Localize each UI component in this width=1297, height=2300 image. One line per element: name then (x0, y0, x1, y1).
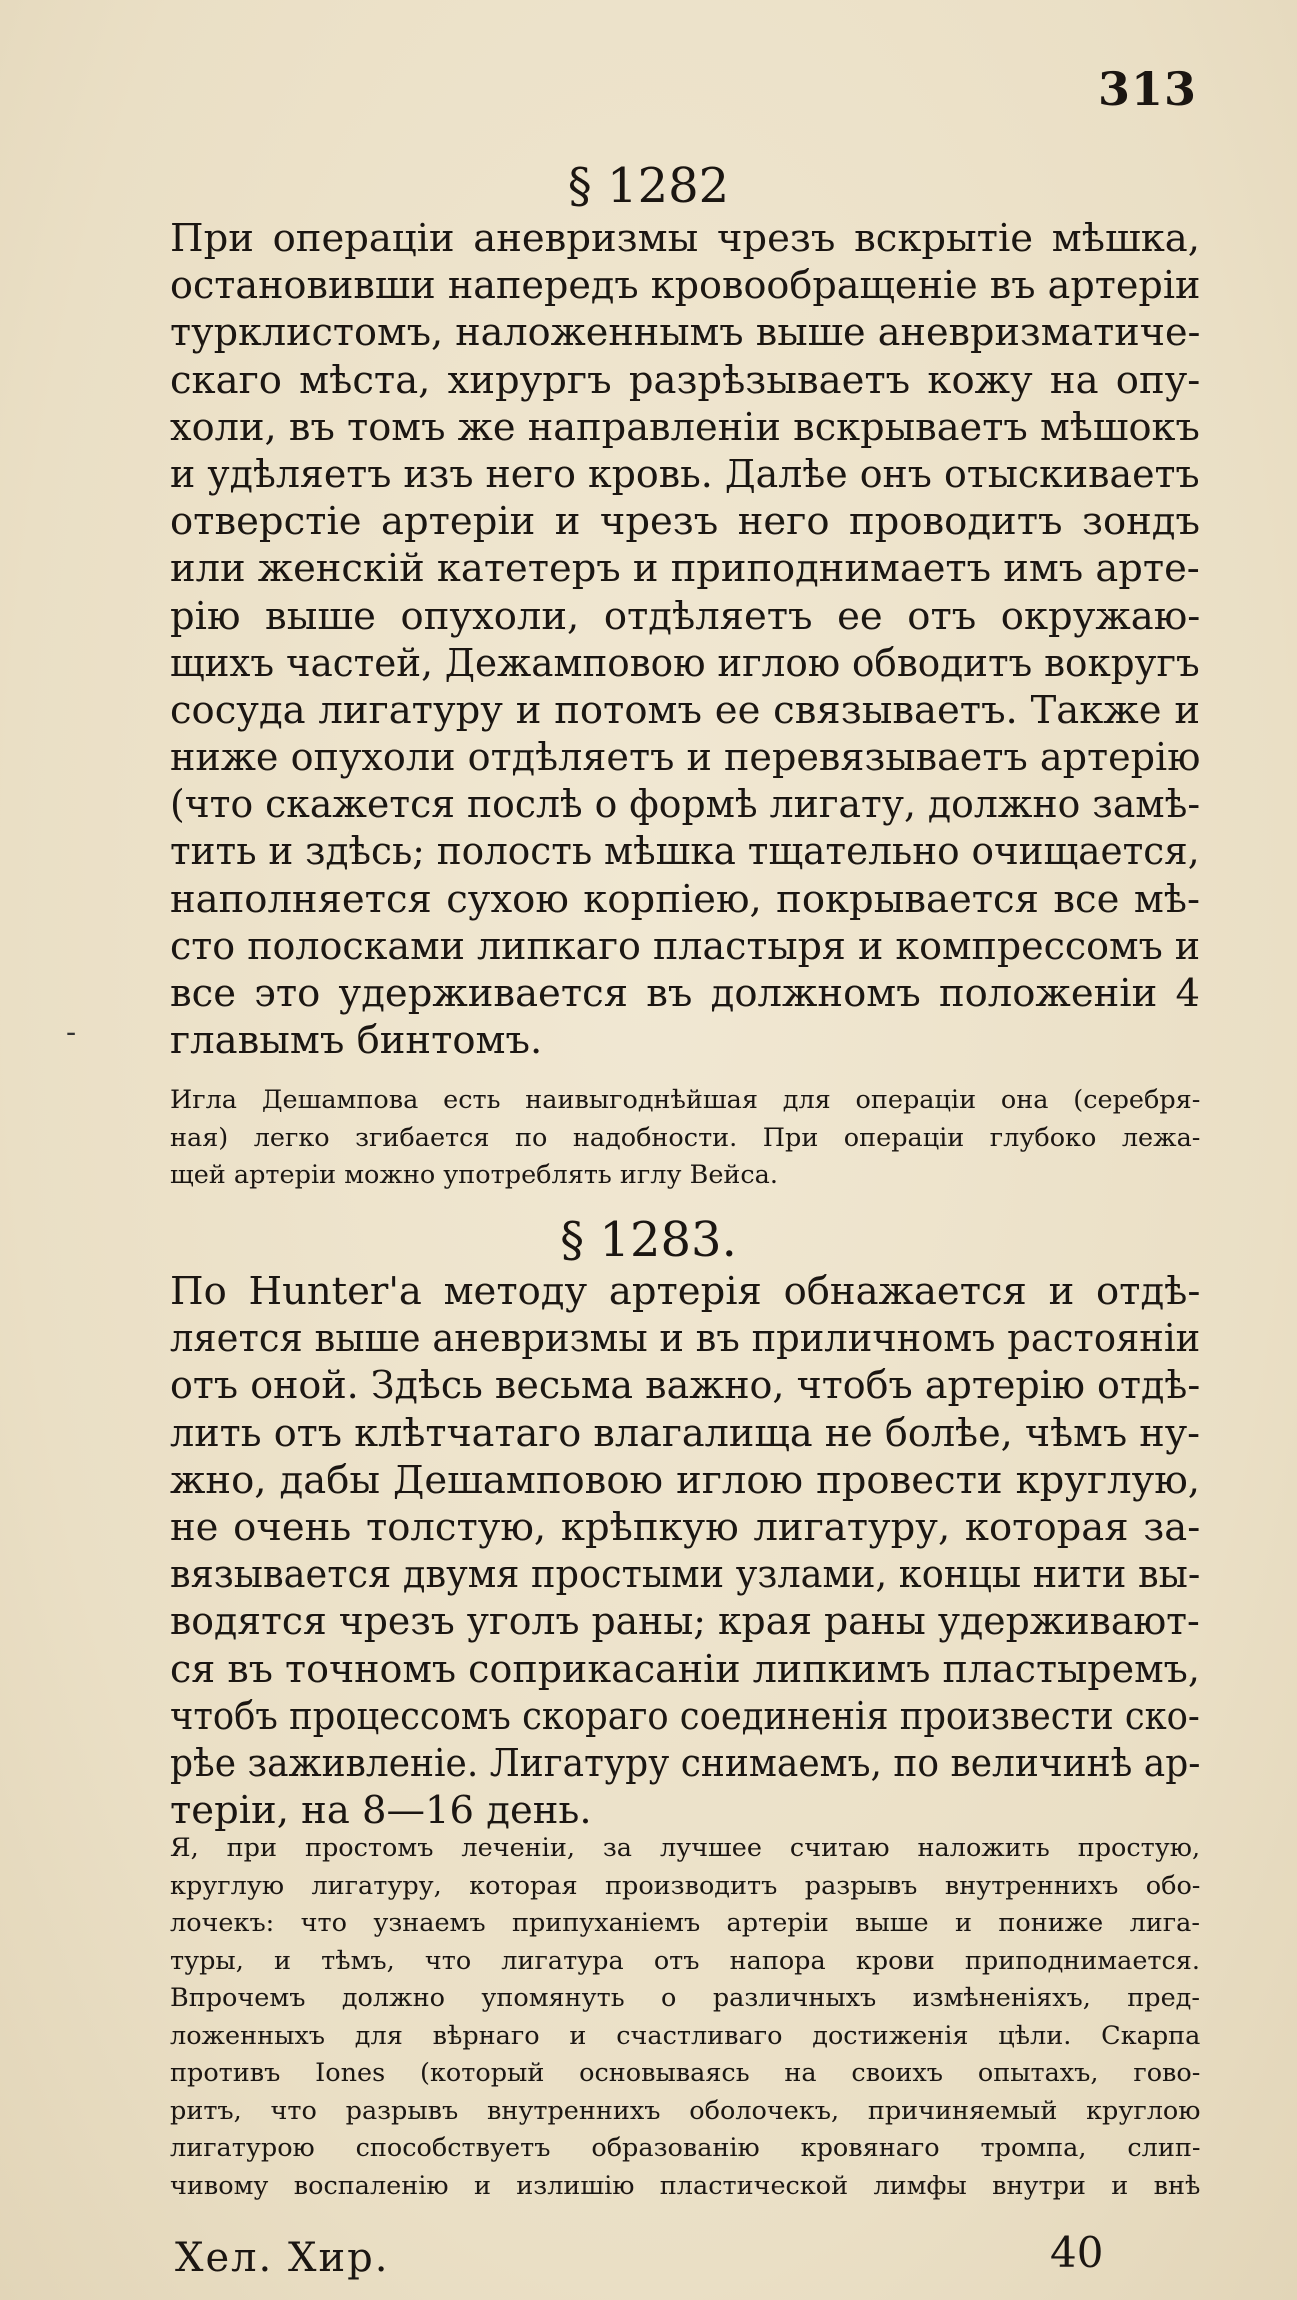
note-line: лигатурою способствуетъ образованію кровянаго тромпа, слип- (170, 2133, 1201, 2163)
note-line: круглую лигатуру, которая производитъ разрывъ внутреннихъ обо- (170, 1870, 1201, 1901)
section-1283-body (170, 1268, 1200, 1834)
section-1283-note (170, 1830, 1200, 2205)
body-line: вязывается двумя простыми узлами, концы нити вы- (170, 1552, 1201, 1598)
body-line: ляется выше аневризмы и въ приличномъ растояніи (170, 1316, 1201, 1362)
body-line: скаго мѣста, хирургъ разрѣзываетъ кожу на опу- (170, 357, 1201, 403)
body-line: тить и здѣсь; полость мѣшка тщательно очищается, (170, 829, 1200, 875)
note-line: туры, и тѣмъ, что лигатура отъ напора крови приподнимается. (170, 1945, 1200, 1976)
section-1282-note (170, 1082, 1200, 1195)
note-line: ная) легко згибается по надобности. При операціи глубоко лежа- (170, 1122, 1201, 1153)
body-line: рѣе заживленіе. Лигатуру снимаемъ, по величинѣ ар- (170, 1740, 1201, 1786)
body-line: главымъ бинтомъ. (170, 1018, 543, 1064)
note-line: чивому воспаленію и излишію пластической лимфы внутри и внѣ (170, 2170, 1201, 2201)
body-line: щихъ частей, Дежамповою иглою обводитъ вокругъ (170, 640, 1200, 686)
body-line: все это удерживается въ должномъ положеніи 4 (170, 971, 1200, 1016)
note-line: противъ Iones (который основываясь на своихъ опытахъ, гово- (170, 2058, 1201, 2088)
note-line: Игла Дешампова есть наивыгоднѣйшая для операціи она (серебря- (170, 1085, 1201, 1115)
body-line: сто полосками липкаго пластыря и компрессомъ и (170, 923, 1201, 969)
body-line: отъ оной. Здѣсь весьма важно, чтобъ артерію отдѣ- (170, 1363, 1201, 1409)
note-line: ложенныхъ для вѣрнаго и счастливаго достиженія цѣли. Скарпа (170, 2020, 1201, 2051)
body-line: ниже опухоли отдѣляетъ и перевязываетъ артерію (170, 735, 1201, 781)
note-line: щей артеріи можно употреблять иглу Вейса. (170, 1160, 778, 1190)
note-line: ритъ, что разрывъ внутреннихъ оболочекъ, причиняемый круглою (170, 2095, 1201, 2126)
body-line: лить отъ клѣтчатаго влагалища не болѣе, чѣмъ ну- (170, 1410, 1201, 1456)
sheet-number: 40 (1050, 2228, 1104, 2277)
body-line: сосуда лигатуру и потомъ ее связываетъ. Также и (170, 687, 1200, 733)
section-1282-body (170, 215, 1200, 1064)
note-line: Я, при простомъ леченіи, за лучшее считаю наложить простую, (170, 1833, 1201, 1863)
body-line: теріи, на 8—16 день. (170, 1788, 592, 1834)
body-line: турклистомъ, наложеннымъ выше аневризматиче- (170, 310, 1201, 356)
section-heading-1282: § 1282 (567, 158, 730, 214)
margin-mark: - (66, 1015, 77, 1050)
body-line: холи, въ томъ же направленіи вскрываетъ мѣшокъ (170, 404, 1200, 450)
section-heading-1283: § 1283. (560, 1212, 737, 1268)
page-number: 313 (1097, 62, 1197, 116)
body-line: водятся чрезъ уголъ раны; края раны удерживают- (170, 1599, 1200, 1645)
body-line: жно, дабы Дешамповою иглою провести круглую, (170, 1457, 1201, 1503)
body-line: ся въ точномъ соприкасаніи липкимъ пластыремъ, (170, 1646, 1200, 1692)
body-line: и удѣляетъ изъ него кровь. Далѣе онъ отыскиваетъ (170, 451, 1200, 497)
signature-mark: Хел. Хир. (175, 2235, 390, 2281)
body-line: отверстіе артеріи и чрезъ него проводитъ зондъ (170, 499, 1200, 545)
note-line: Впрочемъ должно упомянуть о различныхъ измѣненіяхъ, пред- (170, 1983, 1200, 2013)
body-line: остановивши напередъ кровообращеніе въ артеріи (170, 263, 1201, 309)
body-line: не очень толстую, крѣпкую лигатуру, которая за- (170, 1504, 1201, 1550)
body-line: или женскій катетеръ и приподнимаетъ имъ арте- (170, 546, 1200, 592)
body-line: чтобъ процессомъ скораго соединенія произвести ско- (170, 1693, 1200, 1739)
body-line: (что скажется послѣ о формѣ лигату, должно замѣ- (170, 782, 1201, 828)
body-line: рію выше опухоли, отдѣляетъ ее отъ окружаю- (170, 593, 1201, 639)
body-line: По Hunter'а методу артерія обнажается и отдѣ- (170, 1269, 1201, 1314)
body-line: При операціи аневризмы чрезъ вскрытіе мѣшка, (170, 216, 1200, 261)
body-line: наполняется сухою корпіею, покрывается все мѣ- (170, 876, 1200, 922)
note-line: лочекъ: что узнаемъ припуханіемъ артеріи выше и пониже лига- (170, 1908, 1200, 1938)
